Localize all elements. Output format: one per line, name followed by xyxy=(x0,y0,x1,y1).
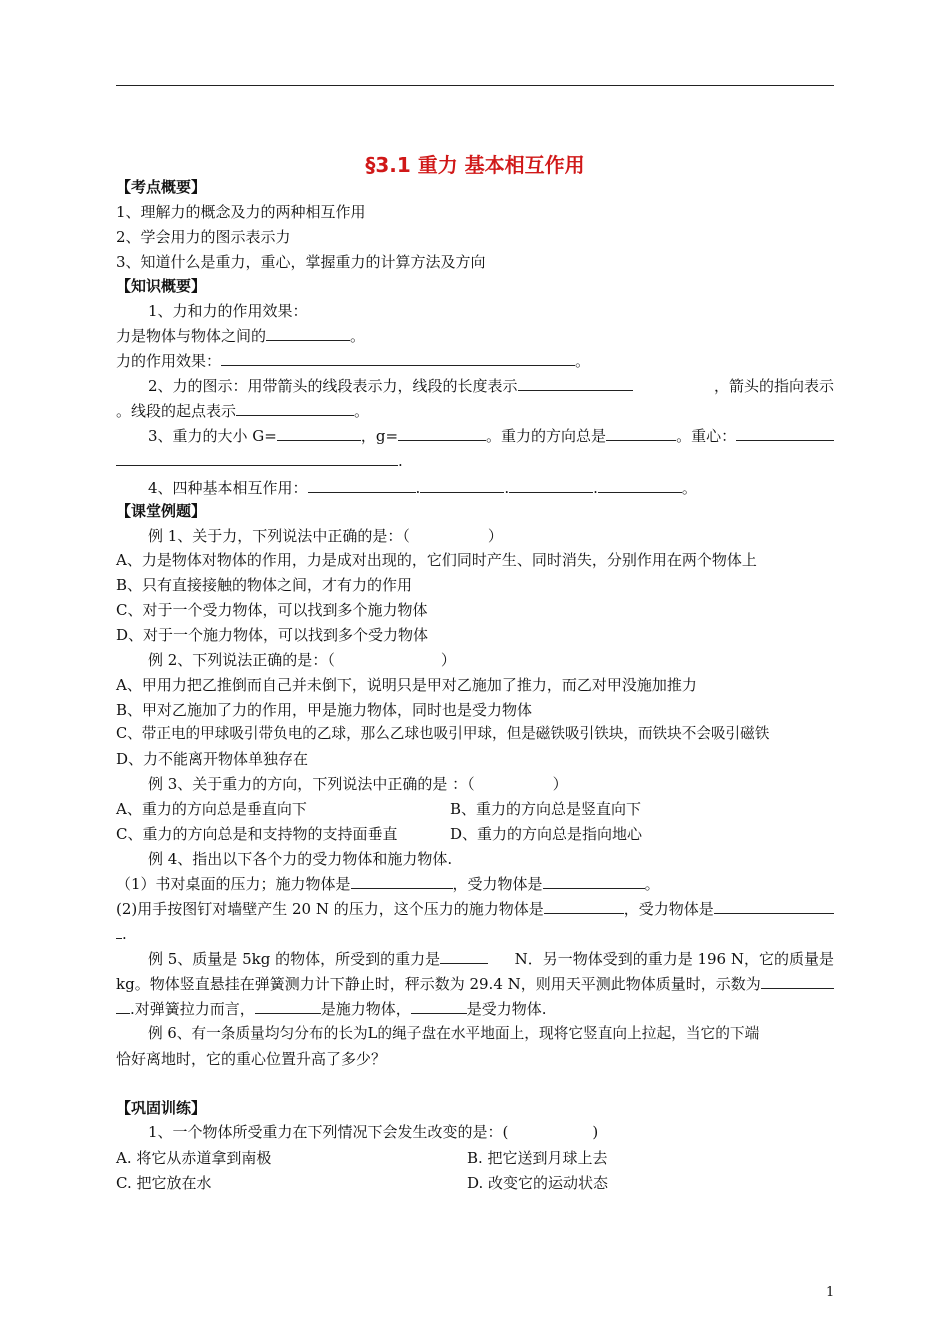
answer-blank[interactable] xyxy=(544,899,624,914)
example-1-option-a: A、力是物体对物体的作用，力是成对出现的，它们同时产生、同时消失，分别作用在两个物体上 xyxy=(116,551,757,569)
page-number: 1 xyxy=(826,1285,835,1300)
answer-blank[interactable] xyxy=(266,326,350,341)
practice-1-option-c: C. 把它放在水 xyxy=(116,1174,212,1192)
example-5-line-3: .对弹簧拉力而言， 是施力物体， 是受力物体. xyxy=(116,999,547,1019)
example-2-option-b: B、甲对乙施加了力的作用，甲是施力物体，同时也是受力物体 xyxy=(116,701,533,719)
answer-blank[interactable] xyxy=(606,426,676,441)
heading-gonggu: 【巩固训练】 xyxy=(116,1099,207,1117)
answer-blank[interactable] xyxy=(255,999,321,1014)
example-1-option-b: B、只有直接接触的物体之间，才有力的作用 xyxy=(116,576,413,594)
answer-blank[interactable] xyxy=(736,426,834,441)
example-4-part-2: (2)用手按图钉对墙壁产生 20 N 的压力，这个压力的施力物体是 ，受力物体是 xyxy=(116,899,834,919)
answer-blank[interactable] xyxy=(598,478,682,493)
example-4-stem: 例 4、指出以下各个力的受力物体和施力物体. xyxy=(148,850,453,868)
zhishi-p3-cont: . xyxy=(116,451,403,471)
answer-blank[interactable] xyxy=(398,426,486,441)
example-2-stem: 例 2、下列说法正确的是：（ ） xyxy=(148,651,456,669)
answer-blank[interactable] xyxy=(714,899,834,914)
example-2-option-c: C、带正电的甲球吸引带负电的乙球，那么乙球也吸引甲球，但是磁铁吸引铁块，而铁块不会吸引磁铁 xyxy=(116,725,770,742)
zhishi-p1: 1、力和力的作用效果： xyxy=(148,302,308,320)
answer-blank[interactable] xyxy=(509,478,593,493)
answer-blank[interactable] xyxy=(543,874,645,889)
example-3-option-d: D、重力的方向总是指向地心 xyxy=(450,825,643,843)
example-6-line-2: 恰好离地时，它的重心位置升高了多少？ xyxy=(116,1050,387,1068)
practice-1-option-b: B. 把它送到月球上去 xyxy=(467,1149,608,1167)
zhishi-p4: 4、四种基本相互作用： . . . 。 xyxy=(148,479,697,497)
example-1-option-c: C、对于一个受力物体，可以找到多个施力物体 xyxy=(116,601,428,619)
answer-blank[interactable] xyxy=(518,376,633,391)
example-1-option-d: D、对于一个施力物体，可以找到多个受力物体 xyxy=(116,626,429,644)
answer-blank[interactable] xyxy=(116,451,398,466)
example-4-part-2-cont: . xyxy=(116,924,127,944)
zhishi-p1b: 力的作用效果： 。 xyxy=(116,352,591,370)
example-3-option-b: B、重力的方向总是竖直向下 xyxy=(450,800,642,818)
example-6-line-1: 例 6、有一条质量均匀分布的长为L的绳子盘在水平地面上，现将它竖直向上拉起，当它的下端 xyxy=(148,1025,760,1042)
answer-blank[interactable] xyxy=(411,999,467,1014)
example-1-stem: 例 1、关于力，下列说法中正确的是：（ ） xyxy=(148,527,503,545)
example-5-line-2: kg。物体竖直悬挂在弹簧测力计下静止时，秤示数为 29.4 N，则用天平测此物体质量时，示数为 xyxy=(116,974,834,994)
example-4-part-1: （1）书对桌面的压力；施力物体是 ，受力物体是 。 xyxy=(116,875,660,893)
heading-ketang: 【课堂例题】 xyxy=(116,502,207,520)
zhishi-p3: 3、重力的大小 G= ，g= 。重力的方向总是 。重心： xyxy=(148,426,834,446)
example-2-option-a: A、甲用力把乙推倒而自己并未倒下，说明只是甲对乙施加了推力，而乙对甲没施加推力 xyxy=(116,676,697,694)
zhishi-p2: 2、力的图示：用带箭头的线段表示力，线段的长度表示 ，箭头的指向表示 xyxy=(148,377,834,395)
practice-1-stem: 1、一个物体所受重力在下列情况下会发生改变的是：( ) xyxy=(148,1123,599,1141)
answer-blank[interactable] xyxy=(221,351,575,366)
practice-1-option-a: A. 将它从赤道拿到南极 xyxy=(116,1149,272,1167)
example-3-stem: 例 3、关于重力的方向，下列说法中正确的是 ：（ ） xyxy=(148,775,568,793)
example-3-option-c: C、重力的方向总是和支持物的支持面垂直 xyxy=(116,825,398,843)
example-5-line-1: 例 5、质量是 5kg 的物体，所受到的重力是 N．另一物体受到的重力是 196 N，它的质量是 xyxy=(148,950,834,968)
zhishi-p1a: 力是物体与物体之间的 。 xyxy=(116,327,366,345)
kaodian-item-1: 1、理解力的概念及力的两种相互作用 xyxy=(116,203,366,221)
example-2-option-d: D、力不能离开物体单独存在 xyxy=(116,750,309,768)
answer-blank[interactable] xyxy=(308,478,416,493)
answer-blank[interactable] xyxy=(420,478,504,493)
header-rule xyxy=(116,85,834,86)
answer-blank[interactable] xyxy=(116,999,130,1014)
answer-blank[interactable] xyxy=(277,426,361,441)
kaodian-item-3: 3、知道什么是重力，重心，掌握重力的计算方法及方向 xyxy=(116,253,486,271)
kaodian-item-2: 2、学会用力的图示表示力 xyxy=(116,228,291,246)
answer-blank[interactable] xyxy=(236,401,354,416)
answer-blank[interactable] xyxy=(351,874,453,889)
heading-zhishi: 【知识概要】 xyxy=(116,277,207,295)
heading-kaodian: 【考点概要】 xyxy=(116,178,207,196)
answer-blank[interactable] xyxy=(440,949,488,964)
zhishi-p2c: 。线段的起点表示 。 xyxy=(116,402,370,420)
example-3-option-a: A、重力的方向总是垂直向下 xyxy=(116,800,307,818)
answer-blank[interactable] xyxy=(761,974,834,989)
page-title: §3.1 重力 基本相互作用 xyxy=(365,153,585,177)
practice-1-option-d: D. 改变它的运动状态 xyxy=(467,1174,609,1192)
